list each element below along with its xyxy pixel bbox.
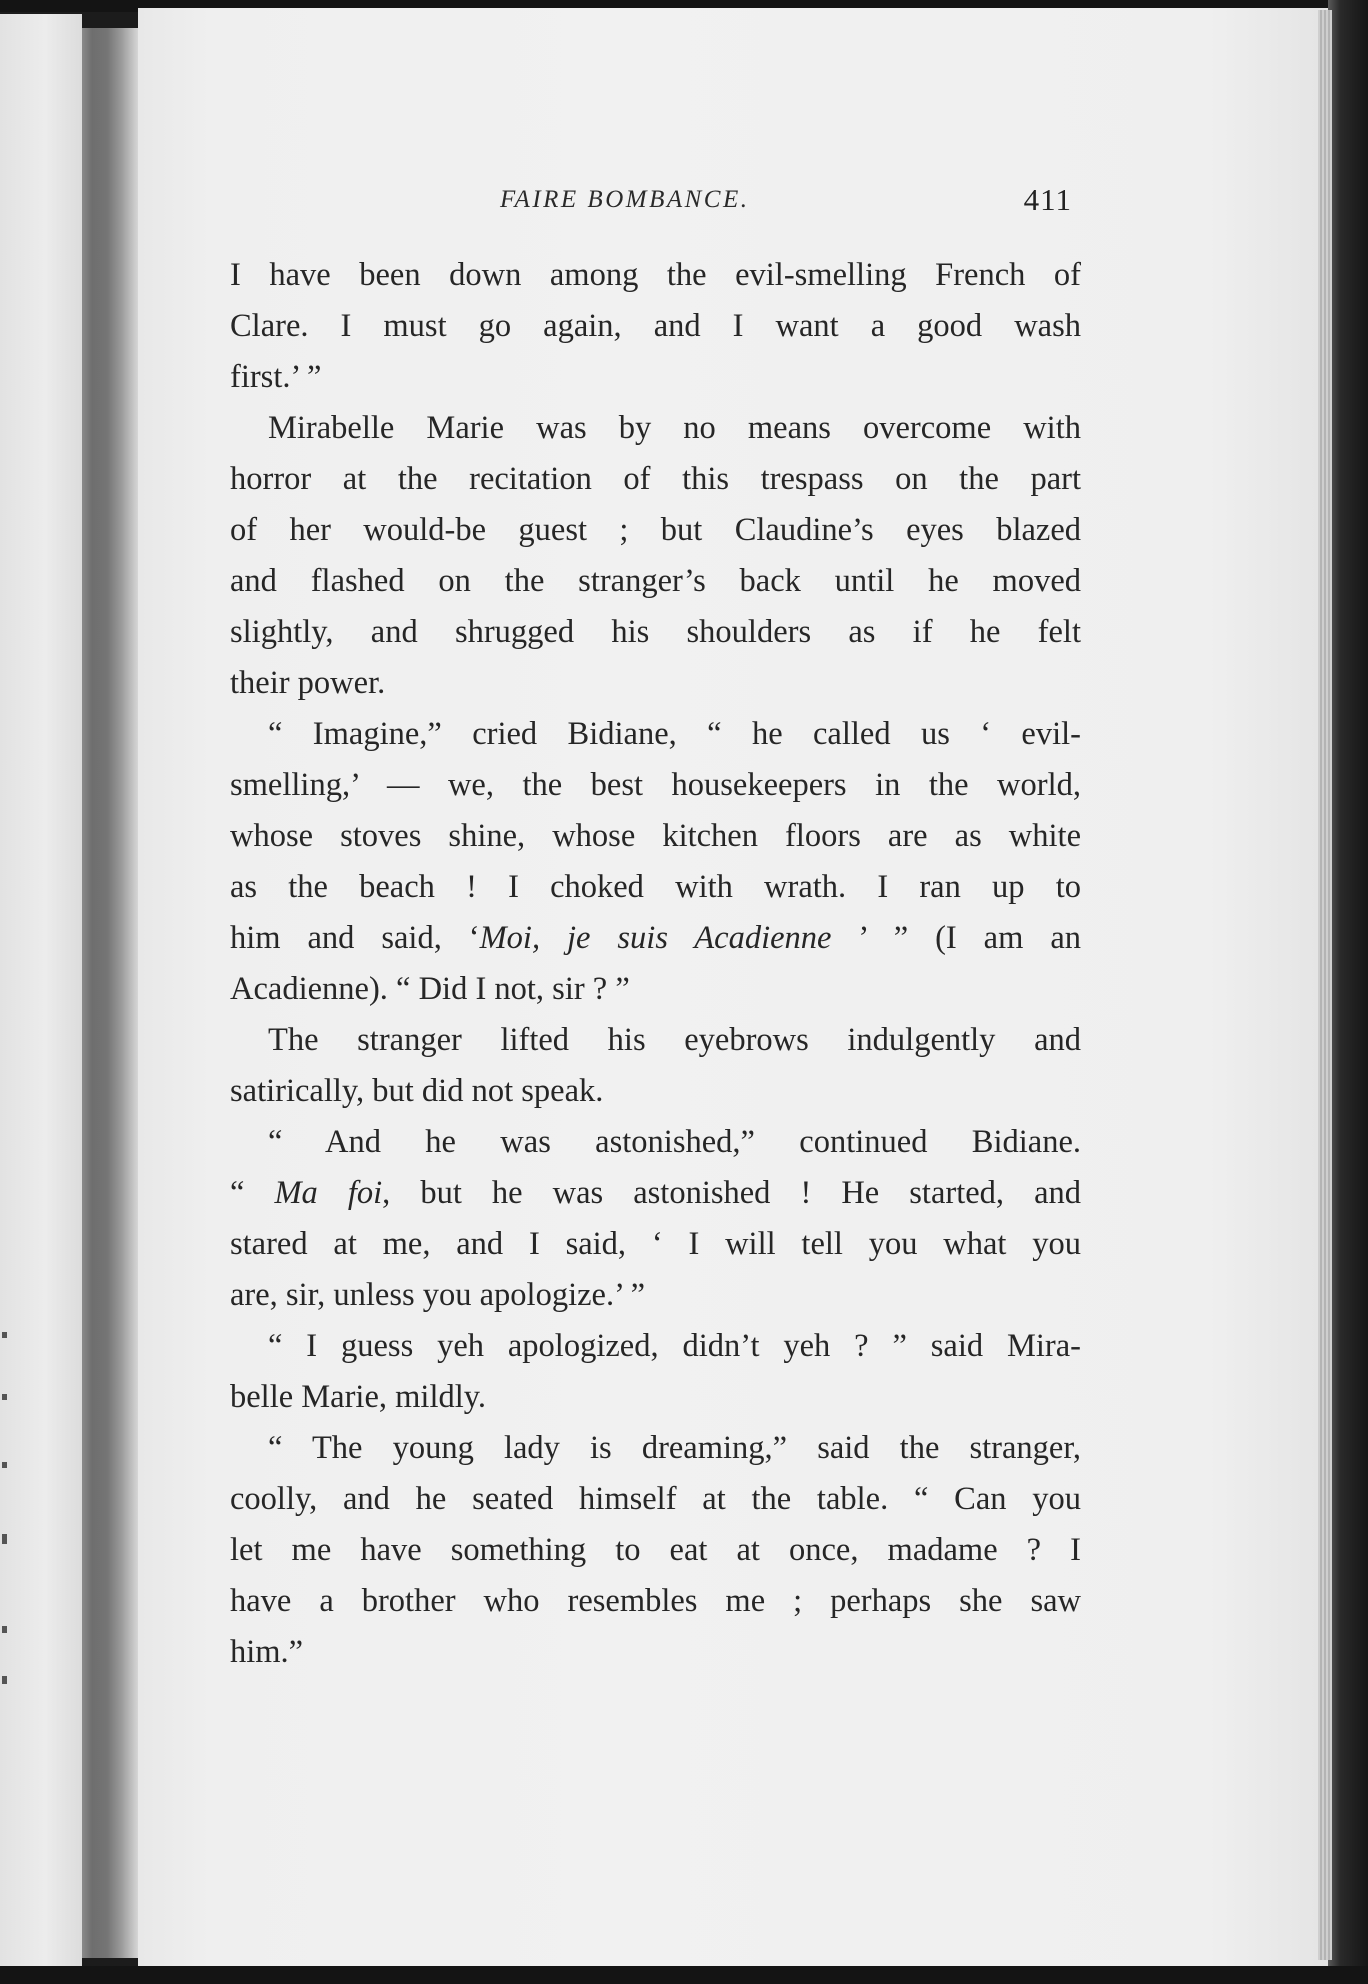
text-edge-mark — [2, 1462, 7, 1468]
text-run: ’ ” (I am an — [831, 920, 1081, 956]
paragraph — [230, 1015, 1081, 1117]
body-text — [230, 250, 1081, 1678]
text-line: him.” — [230, 1634, 304, 1670]
text-run: “ — [230, 1175, 275, 1211]
paragraph — [230, 1321, 1081, 1423]
text-line: The stranger lifted his eyebrows indulgently and — [268, 1022, 1081, 1058]
italic-phrase: Moi, je suis Acadienne — [479, 920, 832, 956]
text-line: Acadienne). “ Did I not, sir ? ” — [230, 971, 630, 1007]
text-line: “ I guess yeh apologized, didn’t yeh ? ” said Mira- — [268, 1328, 1081, 1364]
italic-phrase: Ma foi — [274, 1175, 383, 1211]
paragraph — [230, 709, 1081, 1015]
running-title: FAIRE BOMBANCE. — [500, 186, 750, 213]
paragraph — [230, 250, 1081, 403]
text-line: their power. — [230, 665, 386, 701]
text-edge-mark — [2, 1626, 7, 1633]
text-line: are, sir, unless you apologize.’ ” — [230, 1277, 646, 1313]
text-line: first.’ ” — [230, 359, 322, 395]
text-line: and flashed on the stranger’s back until he moved — [230, 563, 1081, 599]
text-line: as the beach ! I choked with wrath. I ran up to — [230, 869, 1081, 905]
paragraph — [230, 1423, 1081, 1678]
text-edge-mark — [2, 1394, 7, 1400]
scan-border-bottom — [0, 1966, 1368, 1984]
text-line: have a brother who resembles me ; perhaps she saw — [230, 1583, 1081, 1619]
running-head — [230, 180, 1072, 220]
text-run: him and said, ‘ — [230, 920, 480, 956]
paragraph — [230, 403, 1081, 709]
text-run: , but he was astonished ! He started, and — [382, 1175, 1081, 1211]
text-line: coolly, and he seated himself at the table. “ Can you — [230, 1481, 1081, 1517]
text-line — [230, 913, 1081, 964]
text-edge-mark — [2, 1676, 7, 1684]
text-line: Clare. I must go again, and I want a good wash — [230, 308, 1081, 344]
paragraph — [230, 1117, 1081, 1321]
text-line: smelling,’ — we, the best housekeepers in the world, — [230, 767, 1081, 803]
text-line: whose stoves shine, whose kitchen floors are as white — [230, 818, 1081, 854]
text-line: slightly, and shrugged his shoulders as if he felt — [230, 614, 1081, 650]
text-edge-mark — [2, 1534, 7, 1544]
text-line: let me have something to eat at once, madame ? I — [230, 1532, 1081, 1568]
text-edge-mark — [2, 1332, 7, 1338]
book-gutter — [82, 28, 138, 1958]
text-line: I have been down among the evil-smelling French of — [230, 257, 1081, 293]
text-line: “ And he was astonished,” continued Bidiane. — [268, 1124, 1081, 1160]
text-line: “ Imagine,” cried Bidiane, “ he called us ‘ evil- — [268, 716, 1081, 752]
text-line: horror at the recitation of this trespass on the part — [230, 461, 1081, 497]
facing-page-sliver — [0, 14, 82, 1966]
text-line: satirically, but did not speak. — [230, 1073, 604, 1109]
text-line: “ The young lady is dreaming,” said the stranger, — [268, 1430, 1081, 1466]
page-number: 411 — [1023, 182, 1072, 217]
text-line: belle Marie, mildly. — [230, 1379, 487, 1415]
text-line: stared at me, and I said, ‘ I will tell you what you — [230, 1226, 1081, 1262]
page-stack-edges — [1318, 10, 1332, 1960]
page-edge-shadow — [1328, 0, 1368, 1984]
text-line: of her would-be guest ; but Claudine’s eyes blazed — [230, 512, 1081, 548]
text-line — [230, 1168, 1081, 1219]
text-line: Mirabelle Marie was by no means overcome with — [268, 410, 1081, 446]
